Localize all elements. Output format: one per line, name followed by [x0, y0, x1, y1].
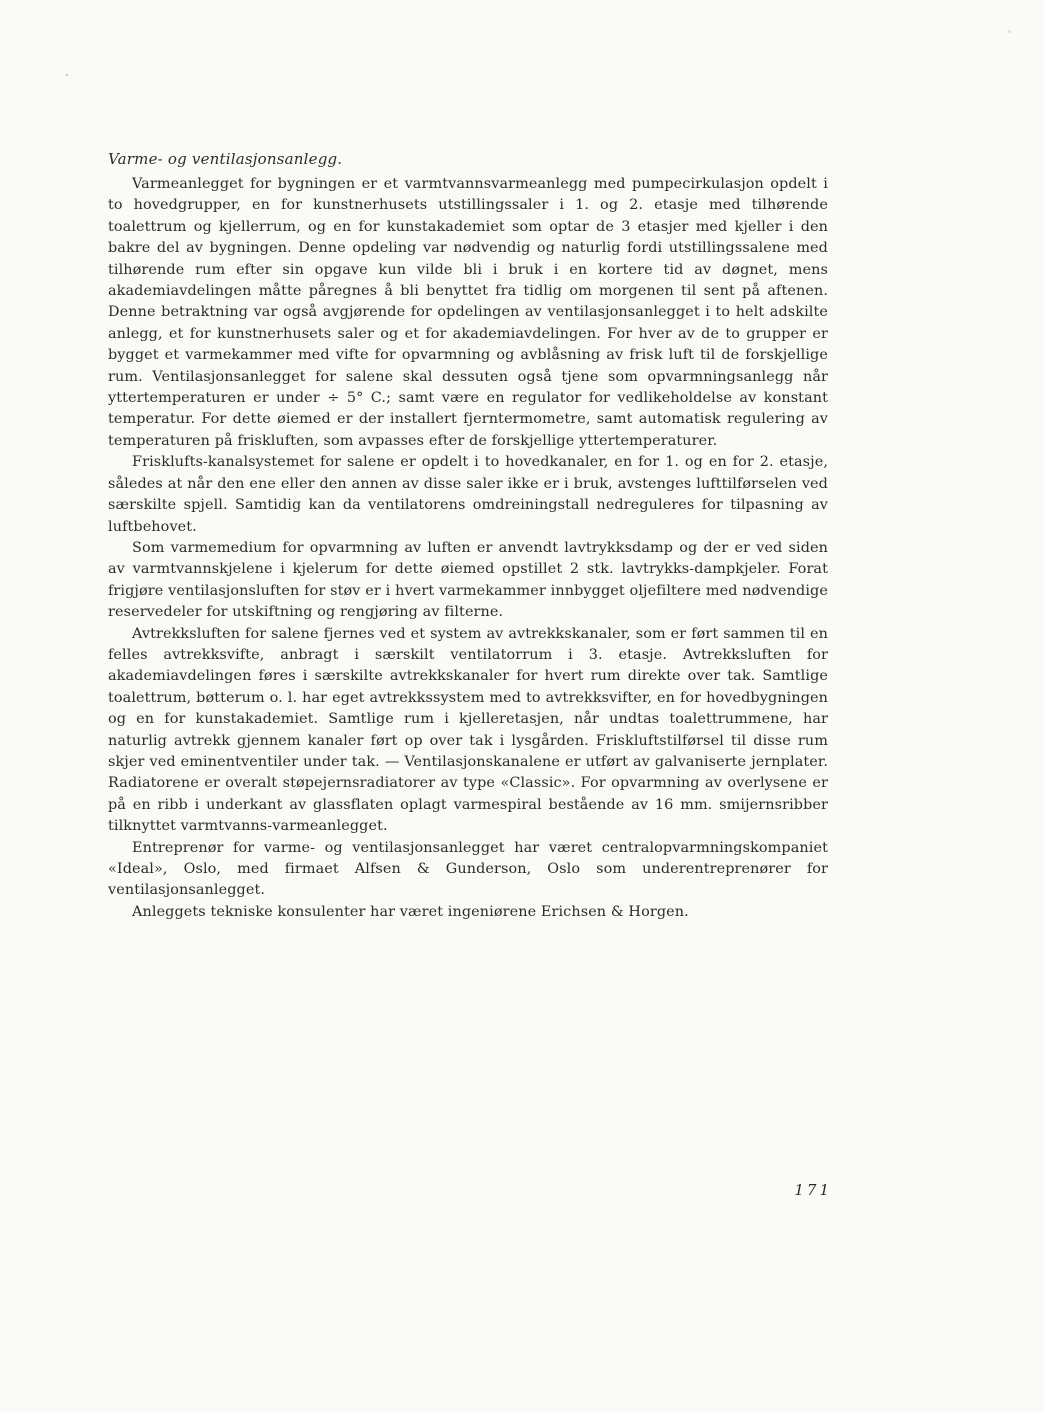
page-number: 171 — [794, 1181, 832, 1199]
paragraph: Entreprenør for varme- og ventilasjonsanlegget har været centralopvarmningskompaniet «Ideal», Oslo, med firmaet Alfsen & Gunderson, Oslo som underentreprenører for ventilasjonsanlegget. — [108, 839, 828, 899]
paper-speck — [66, 74, 68, 76]
paragraph: Som varmemedium for opvarmning av luften er anvendt lavtrykksdamp og der er ved siden av varmtvannskjelene i kjelerum for dette øiemed opstillet 2 stk. lavtrykks-dampkjeler. Forat frigjøre ventilasjonsluften for støv er i hvert varmekammer innbygget oljefiltere med nødvendige reservedeler for utskiftning og rengjøring av filterne. — [108, 539, 828, 621]
paragraph: Frisklufts-kanalsystemet for salene er opdelt i to hovedkanaler, en for 1. og en for 2. etasje, således at når den ene eller den annen av disse saler ikke er i bruk, avstenges lufttilførselen ved særskilte spjell. Samtidig kan da ventilatorens omdreiningstall nedreguleres for tilpasning av luftbehovet. — [108, 454, 828, 535]
paragraph: Avtrekksluften for salene fjernes ved et system av avtrekkskanaler, som er ført sammen til en felles avtrekksvifte, anbragt i særskilt ventilatorrum i 3. etasje. Avtrekksluften for akademiavdelingen føres i særskilte avtrekkskanaler for hvert rum direkte over tak. Samtlige toalettrum, bøtterum o. l. har eget avtrekkssystem med to avtrekksvifter, en for hovedbygningen og en for kunstakademiet. Samtlige rum i kjelleretasjen, når undtas toalettrummene, har naturlig avtrekk gjennem kanaler ført op over tak i lysgården. Friskluftstilførsel til disse rum skjer ved eminentventiler under tak. — Ventilasjonskanalene er utført av galvaniserte jernplater. Radiatorene er overalt støpejernsradiatorer av type «Classic». For opvarmning av overlysene er på en ribb i underkant av glassflaten oplagt varmespiral bestående av 16 mm. smijernsribber tilknyttet varmtvanns-varmeanlegget. — [108, 625, 828, 835]
section-heading: Varme- og ventilasjonsanlegg. — [108, 150, 343, 168]
paper-speck — [1008, 30, 1011, 33]
paragraph: Varmeanlegget for bygningen er et varmtvannsvarmeanlegg med pumpecirkulasjon opdelt i to hovedgrupper, en for kunstnerhusets utstillingssaler i 1. og 2. etasje med tilhørende toalettrum og kjellerrum, og en for kunstakademiet som optar de 3 etasjer med kjeller i den bakre del av bygningen. Denne opdeling var nødvendig og naturlig fordi utstillingssalene med tilhørende rum efter sin opgave kun vilde bli i bruk i en kortere tid av døgnet, mens akademiavdelingen måtte påregnes å bli benyttet fra tidlig om morgenen til sent på aftenen. Denne betraktning var også avgjørende for opdelingen av ventilasjonsanlegget i to helt adskilte anlegg, et for kunstnerhusets saler og et for akademiavdelingen. For hver av de to grupper er bygget et varmekammer med vifte for opvarmning og avblåsning av frisk luft til de forskjellige rum. Ventilasjonsanlegget for salene skal dessuten også tjene som opvarmningsanlegg når yttertemperaturen er under ÷ 5° C.; samt være en regulator for vedlikeholdelse av konstant temperatur. For dette øiemed er der installert fjerntermometre, samt automatisk regulering av temperaturen på friskluften, som avpasses efter de forskjellige yttertemperaturer. — [108, 176, 828, 449]
paragraph: Anleggets tekniske konsulenter har været ingeniørene Erichsen & Horgen. — [132, 903, 689, 920]
body-text — [108, 148, 828, 923]
